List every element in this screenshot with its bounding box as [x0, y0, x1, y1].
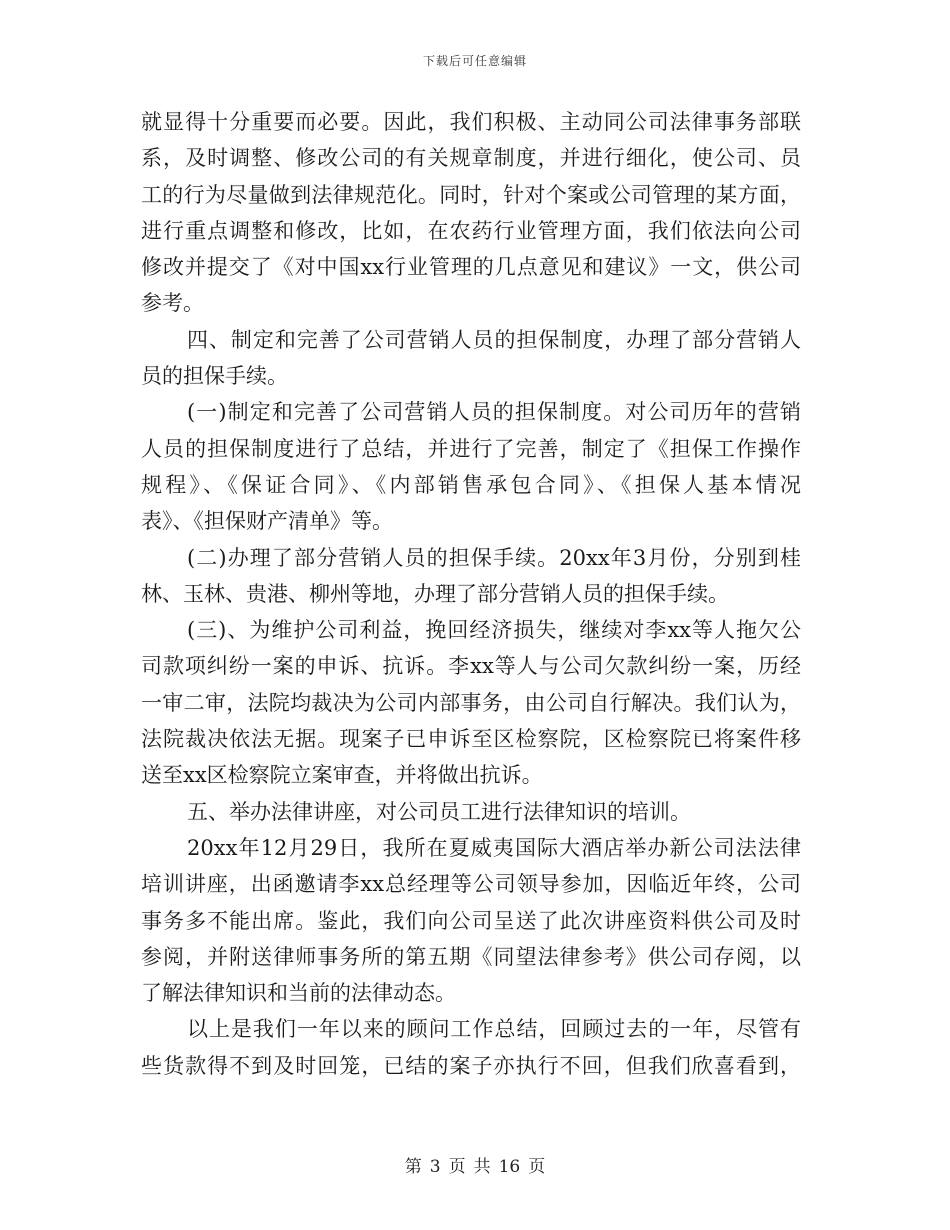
page-footer [0, 1152, 950, 1177]
text-line: 法院裁决依法无据。现案子已申诉至区检察院，区检察院已将案件移 [141, 727, 801, 752]
total-label: 共 [473, 1157, 491, 1177]
text-line: 培训讲座，出函邀请李xx总经理等公司领导参加，因临近年终，公司 [141, 872, 801, 897]
section-heading: 四、制定和完善了公司营销人员的担保制度，办理了部分营销人 [187, 327, 801, 352]
section-heading: 五、举办法律讲座，对公司员工进行法律知识的培训。 [187, 799, 691, 824]
text-line: 参考。 [141, 291, 204, 316]
text-line: 参阅，并附送律师事务所的第五期《同望法律参考》供公司存阅，以 [141, 944, 801, 969]
text-line: 修改并提交了《对中国xx行业管理的几点意见和建议》一文，供公司 [141, 255, 801, 280]
text-line: 人员的担保制度进行了总结，并进行了完善，制定了《担保工作操作 [141, 436, 801, 461]
page-number: 3 [429, 1157, 441, 1177]
text-line: 林、玉林、贵港、柳州等地，办理了部分营销人员的担保手续。 [141, 581, 729, 606]
page-header: 下载后可任意编辑 [422, 54, 527, 68]
text-line: 事务多不能出席。鉴此，我们向公司呈送了此次讲座资料供公司及时 [141, 908, 801, 933]
text-line: (三)、为维护公司利益，挽回经济损失，继续对李xx等人拖欠公 [187, 618, 801, 643]
page-unit: 页 [448, 1157, 466, 1177]
text-line: 表》、《担保财产清单》等。 [141, 509, 393, 534]
text-line: 些货款得不到及时回笼，已结的案子亦执行不回，但我们欣喜看到， [141, 1053, 801, 1078]
text-line: 工的行为尽量做到法律规范化。同时，针对个案或公司管理的某方面， [141, 182, 801, 207]
total-pages: 16 [498, 1157, 521, 1177]
text-line: 员的担保手续。 [141, 364, 288, 389]
text-line: 就显得十分重要而必要。因此，我们积极、主动同公司法律事务部联 [141, 110, 801, 134]
total-unit: 页 [528, 1157, 546, 1177]
text-line: 送至xx区检察院立案审查，并将做出抗诉。 [141, 763, 543, 788]
text-line: 进行重点调整和修改，比如，在农药行业管理方面，我们依法向公司 [141, 218, 801, 243]
text-line: 规程》、《保证合同》、《内部销售承包合同》、《担保人基本情况 [141, 472, 801, 497]
text-line: (一)制定和完善了公司营销人员的担保制度。对公司历年的营销 [187, 400, 801, 425]
document-body [141, 104, 801, 1084]
text-line: 一审二审，法院均裁决为公司内部事务，由公司自行解决。我们认为， [141, 690, 801, 715]
text-line: (二)办理了部分营销人员的担保手续。20xx年3月份，分别到桂 [187, 545, 801, 570]
page-label: 第 [404, 1157, 422, 1177]
text-line: 20xx年12月29日，我所在夏威夷国际大酒店举办新公司法法律 [187, 835, 801, 860]
text-line: 以上是我们一年以来的顾问工作总结，回顾过去的一年，尽管有 [187, 1017, 801, 1042]
text-line: 了解法律知识和当前的法律动态。 [141, 981, 456, 1006]
text-line: 系，及时调整、修改公司的有关规章制度，并进行细化，使公司、员 [141, 146, 801, 171]
text-line: 司款项纠纷一案的申诉、抗诉。李xx等人与公司欠款纠纷一案，历经 [141, 654, 801, 679]
